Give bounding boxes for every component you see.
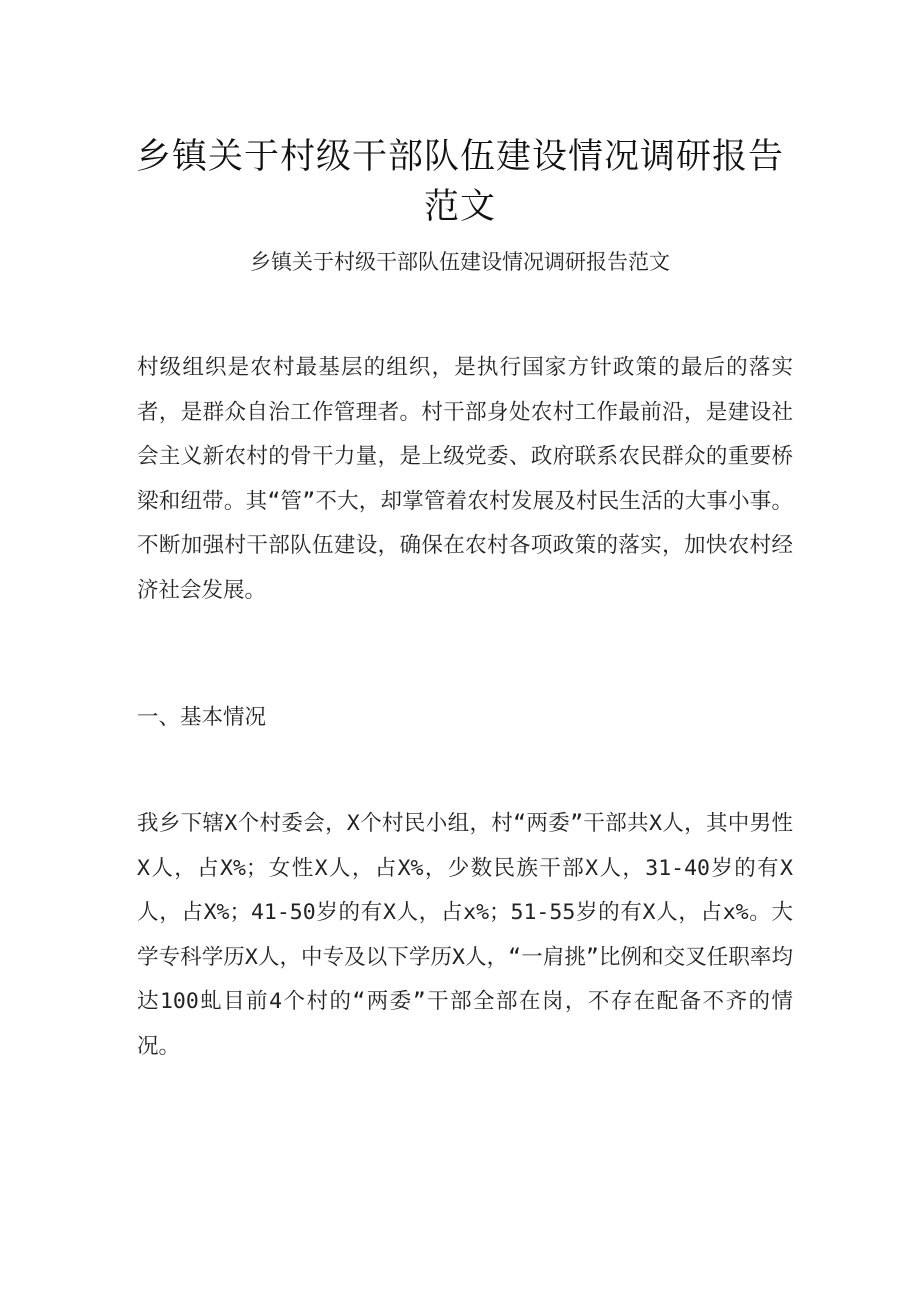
- document-subtitle: 乡镇关于村级干部队伍建设情况调研报告范文: [250, 250, 670, 274]
- intro-paragraph: 村级组织是农村最基层的组织，是执行国家方针政策的最后的落实者，是群众自治工作管理者。村干部身处农村工作最前沿，是建设社会主义新农村的骨干力量，是上级党委、政府联系农民群众的重要桥梁和纽带。其“管”不大，却掌管着农村发展及村民生活的大事小事。不断加强村干部队伍建设，确保在农村各项政策的落实，加快农村经济社会发展。: [137, 355, 793, 603]
- document-title: 乡镇关于村级干部队伍建设情况调研报告范文: [135, 137, 784, 227]
- section-heading: 一、基本情况: [137, 705, 267, 730]
- basic-situation-paragraph: 我乡下辖X个村委会，X个村民小组，村“两委”干部共X人，其中男性X人，占X%；女性X人，占X%，少数民族干部X人，31-40岁的有X人，占X%；41-50岁的有X人，占x%；51-55岁的有X人，占x%。大学专科学历X人，中专及以下学历X人，“一肩挑”比例和交叉任职率均达100虬目前4个村的“两委”干部全部在岗，不存在配备不齐的情况。: [137, 811, 793, 1059]
